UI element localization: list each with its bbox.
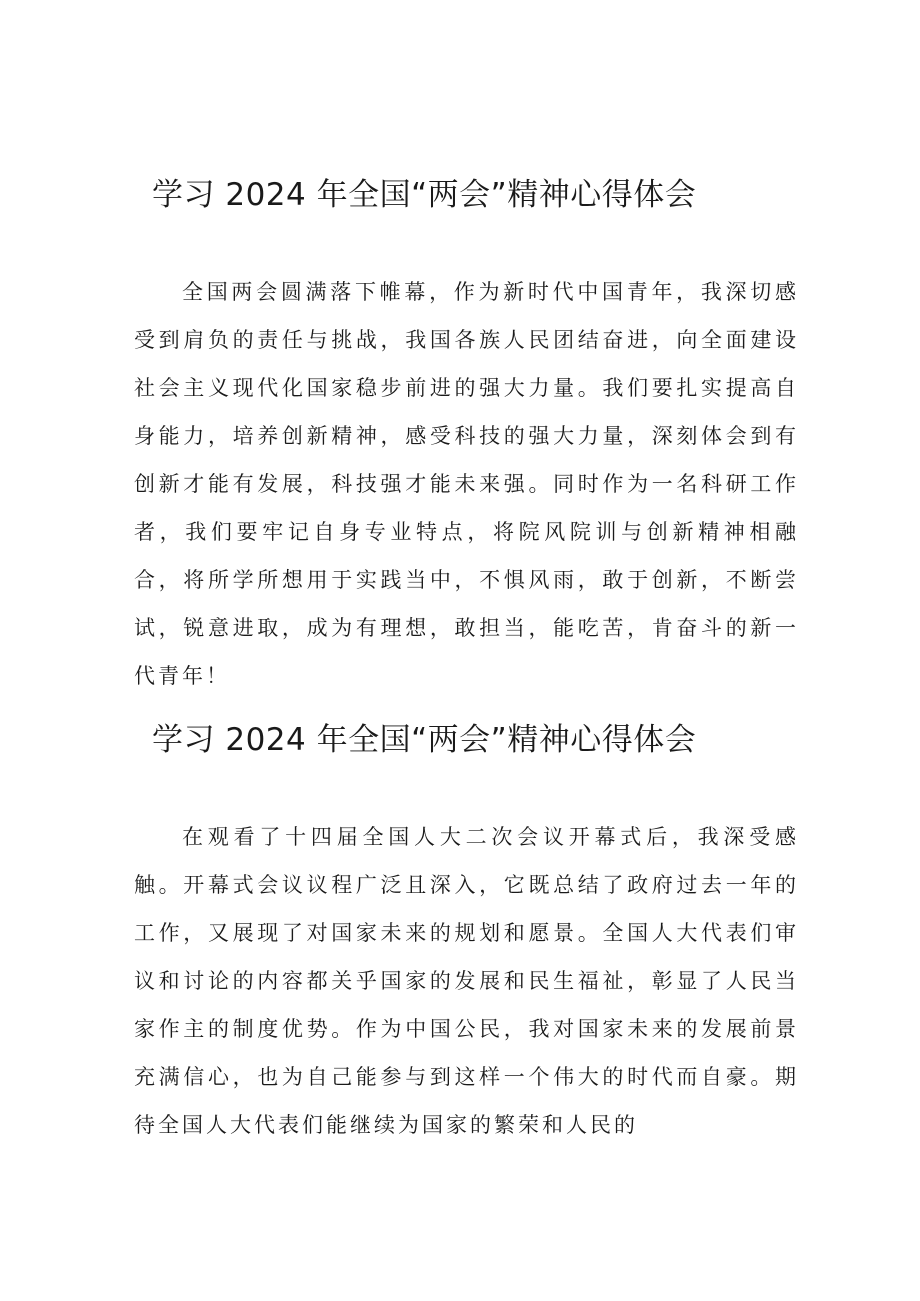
section-title-2: 学习 2024 年全国“两会”精神心得体会 — [152, 722, 697, 758]
section-paragraph-2: 在观看了十四届全国人大二次会议开幕式后，我深受感触。开幕式会议议程广泛且深入，它既总结了政府过去一年的工作，又展现了对国家未来的规划和愿景。全国人大代表们审议和讨论的内容都关乎国家的发展和民生福祉，彰显了人民当家作主的制度优势。作为中国公民，我对国家未来的发展前景充满信心，也为自己能参与到这样一个伟大的时代而自豪。期待全国人大代表们能继续为国家的繁荣和人民的 — [134, 825, 799, 1137]
section-paragraph-1: 全国两会圆满落下帷幕，作为新时代中国青年，我深切感受到肩负的责任与挑战，我国各族人民团结奋进，向全面建设社会主义现代化国家稳步前进的强大力量。我们要扎实提高自身能力，培养创新精神，感受科技的强大力量，深刻体会到有创新才能有发展，科技强才能未来强。同时作为一名科研工作者，我们要牢记自身专业特点，将院风院训与创新精神相融合，将所学所想用于实践当中，不惧风雨，敢于创新，不断尝试，锐意进取，成为有理想，敢担当，能吃苦，肯奋斗的新一代青年！ — [134, 280, 799, 688]
section-title-1: 学习 2024 年全国“两会”精神心得体会 — [152, 177, 697, 213]
